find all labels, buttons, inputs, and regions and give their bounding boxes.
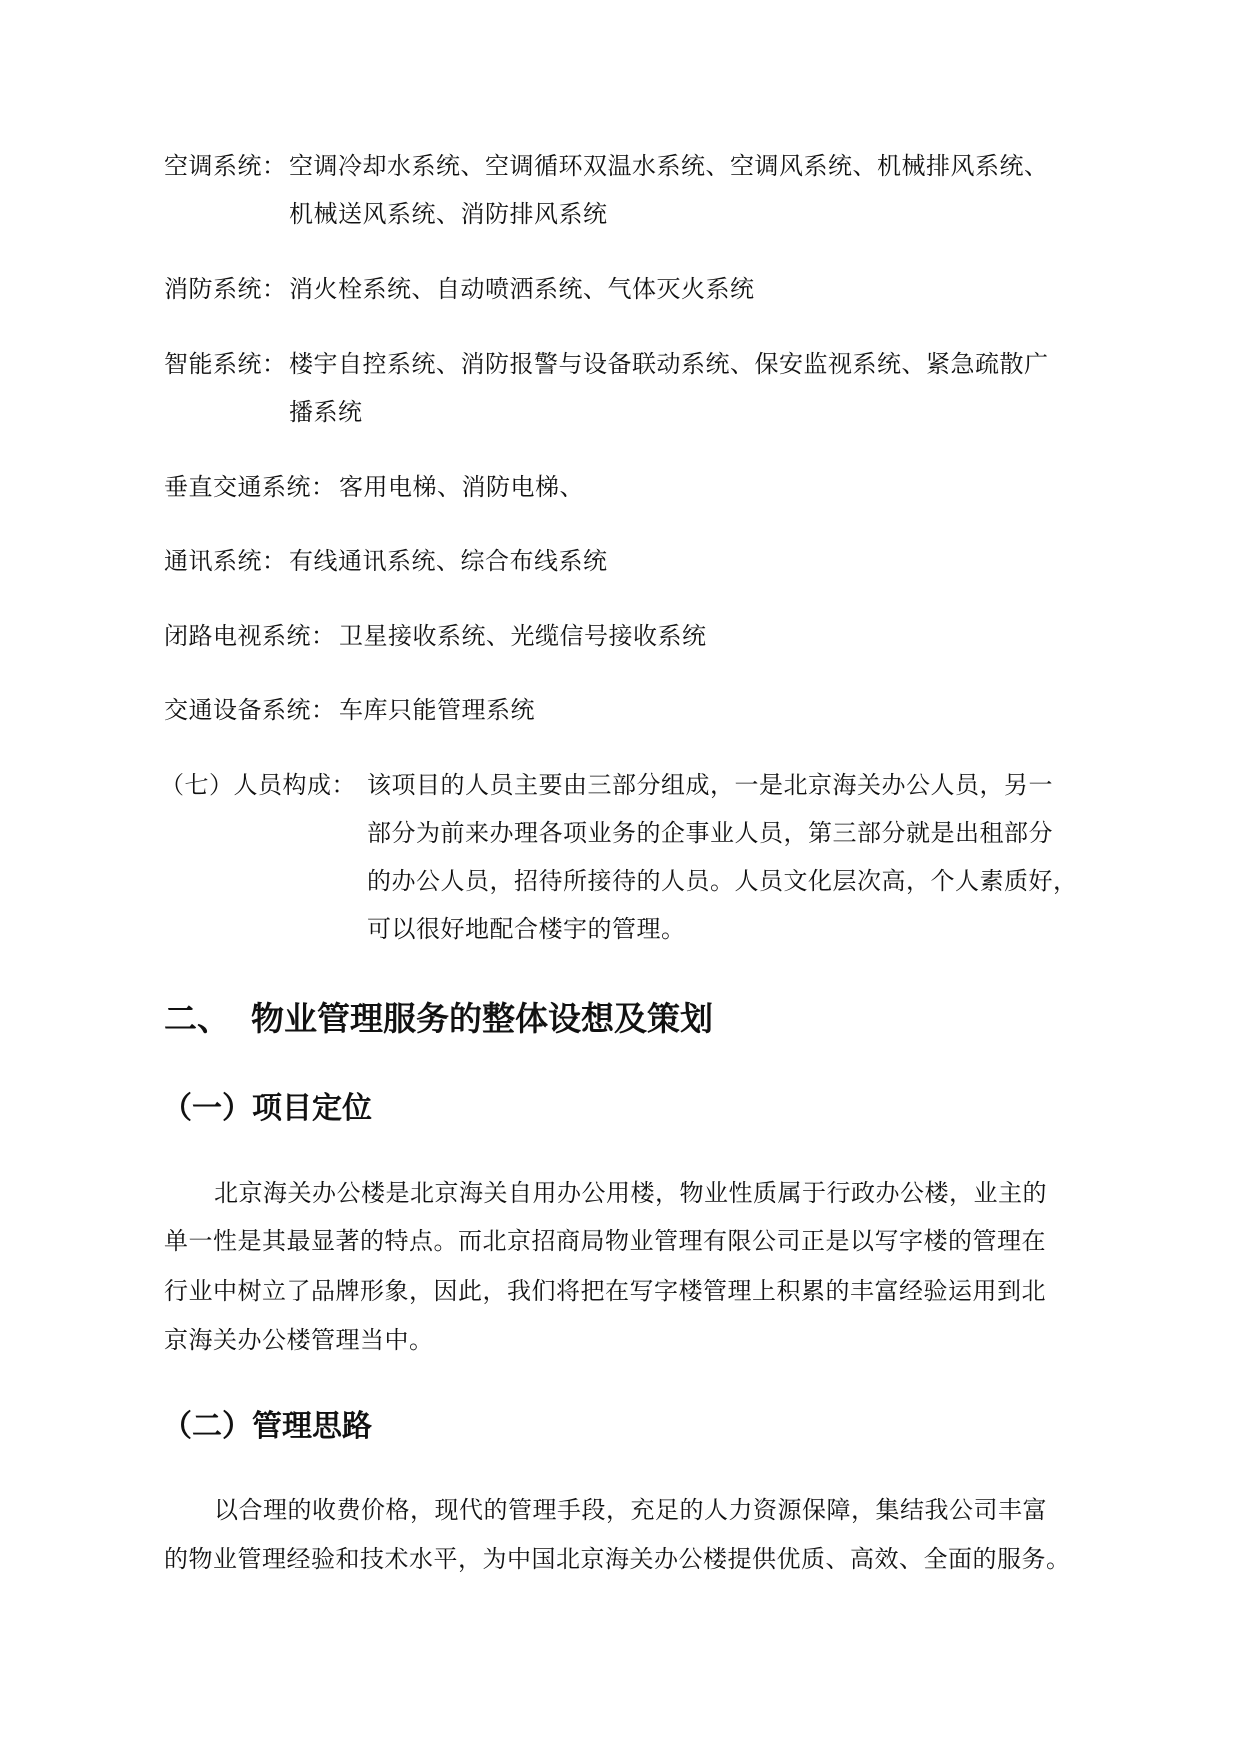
system-text: 车库只能管理系统 [339, 696, 535, 724]
system-label: 消防系统： [164, 275, 287, 303]
personnel-text: 可以很好地配合楼宇的管理。 [367, 915, 686, 943]
subsection-title: （一）项目定位 [162, 1091, 372, 1126]
system-text: 空调冷却水系统、空调循环双温水系统、空调风系统、机械排风系统、 [289, 152, 1049, 180]
personnel-text: 的办公人员，招待所接待的人员。人员文化层次高，个人素质好， [367, 867, 1078, 895]
paragraph-line: 北京海关办公楼是北京海关自用办公用楼，物业性质属于行政办公楼，业主的 [214, 1179, 1047, 1207]
personnel-label: （七）人员构成： [160, 771, 356, 799]
paragraph-line: 的物业管理经验和技术水平，为中国北京海关办公楼提供优质、高效、全面的服务。 [164, 1545, 1071, 1573]
system-label: 通讯系统： [164, 547, 287, 575]
system-text: 客用电梯、消防电梯、 [339, 473, 584, 501]
system-text: 有线通讯系统、综合布线系统 [289, 547, 608, 575]
personnel-text: 该项目的人员主要由三部分组成，一是北京海关办公人员，另一 [367, 771, 1053, 799]
paragraph-line: 京海关办公楼管理当中。 [164, 1326, 434, 1354]
system-label: 闭路电视系统： [164, 622, 336, 650]
system-label: 垂直交通系统： [164, 473, 336, 501]
paragraph-line: 以合理的收费价格，现代的管理手段，充足的人力资源保障，集结我公司丰富 [214, 1496, 1047, 1524]
paragraph-line: 单一性是其最显著的特点。而北京招商局物业管理有限公司正是以写字楼的管理在 [164, 1227, 1046, 1255]
system-label: 空调系统： [164, 152, 287, 180]
system-label: 交通设备系统： [164, 696, 336, 724]
section-title: 物业管理服务的整体设想及策划 [251, 999, 713, 1038]
system-text: 播系统 [289, 398, 363, 426]
system-text: 卫星接收系统、光缆信号接收系统 [339, 622, 707, 650]
system-label: 智能系统： [164, 350, 287, 378]
paragraph-line: 行业中树立了品牌形象，因此，我们将把在写字楼管理上积累的丰富经验运用到北 [164, 1277, 1046, 1305]
system-text: 机械送风系统、消防排风系统 [289, 200, 608, 228]
system-text: 消火栓系统、自动喷洒系统、气体灭火系统 [289, 275, 755, 303]
personnel-text: 部分为前来办理各项业务的企事业人员，第三部分就是出租部分 [367, 819, 1053, 847]
subsection-title: （二）管理思路 [162, 1409, 372, 1444]
section-number: 二、 [164, 999, 230, 1038]
system-text: 楼宇自控系统、消防报警与设备联动系统、保安监视系统、紧急疏散广 [289, 350, 1049, 378]
